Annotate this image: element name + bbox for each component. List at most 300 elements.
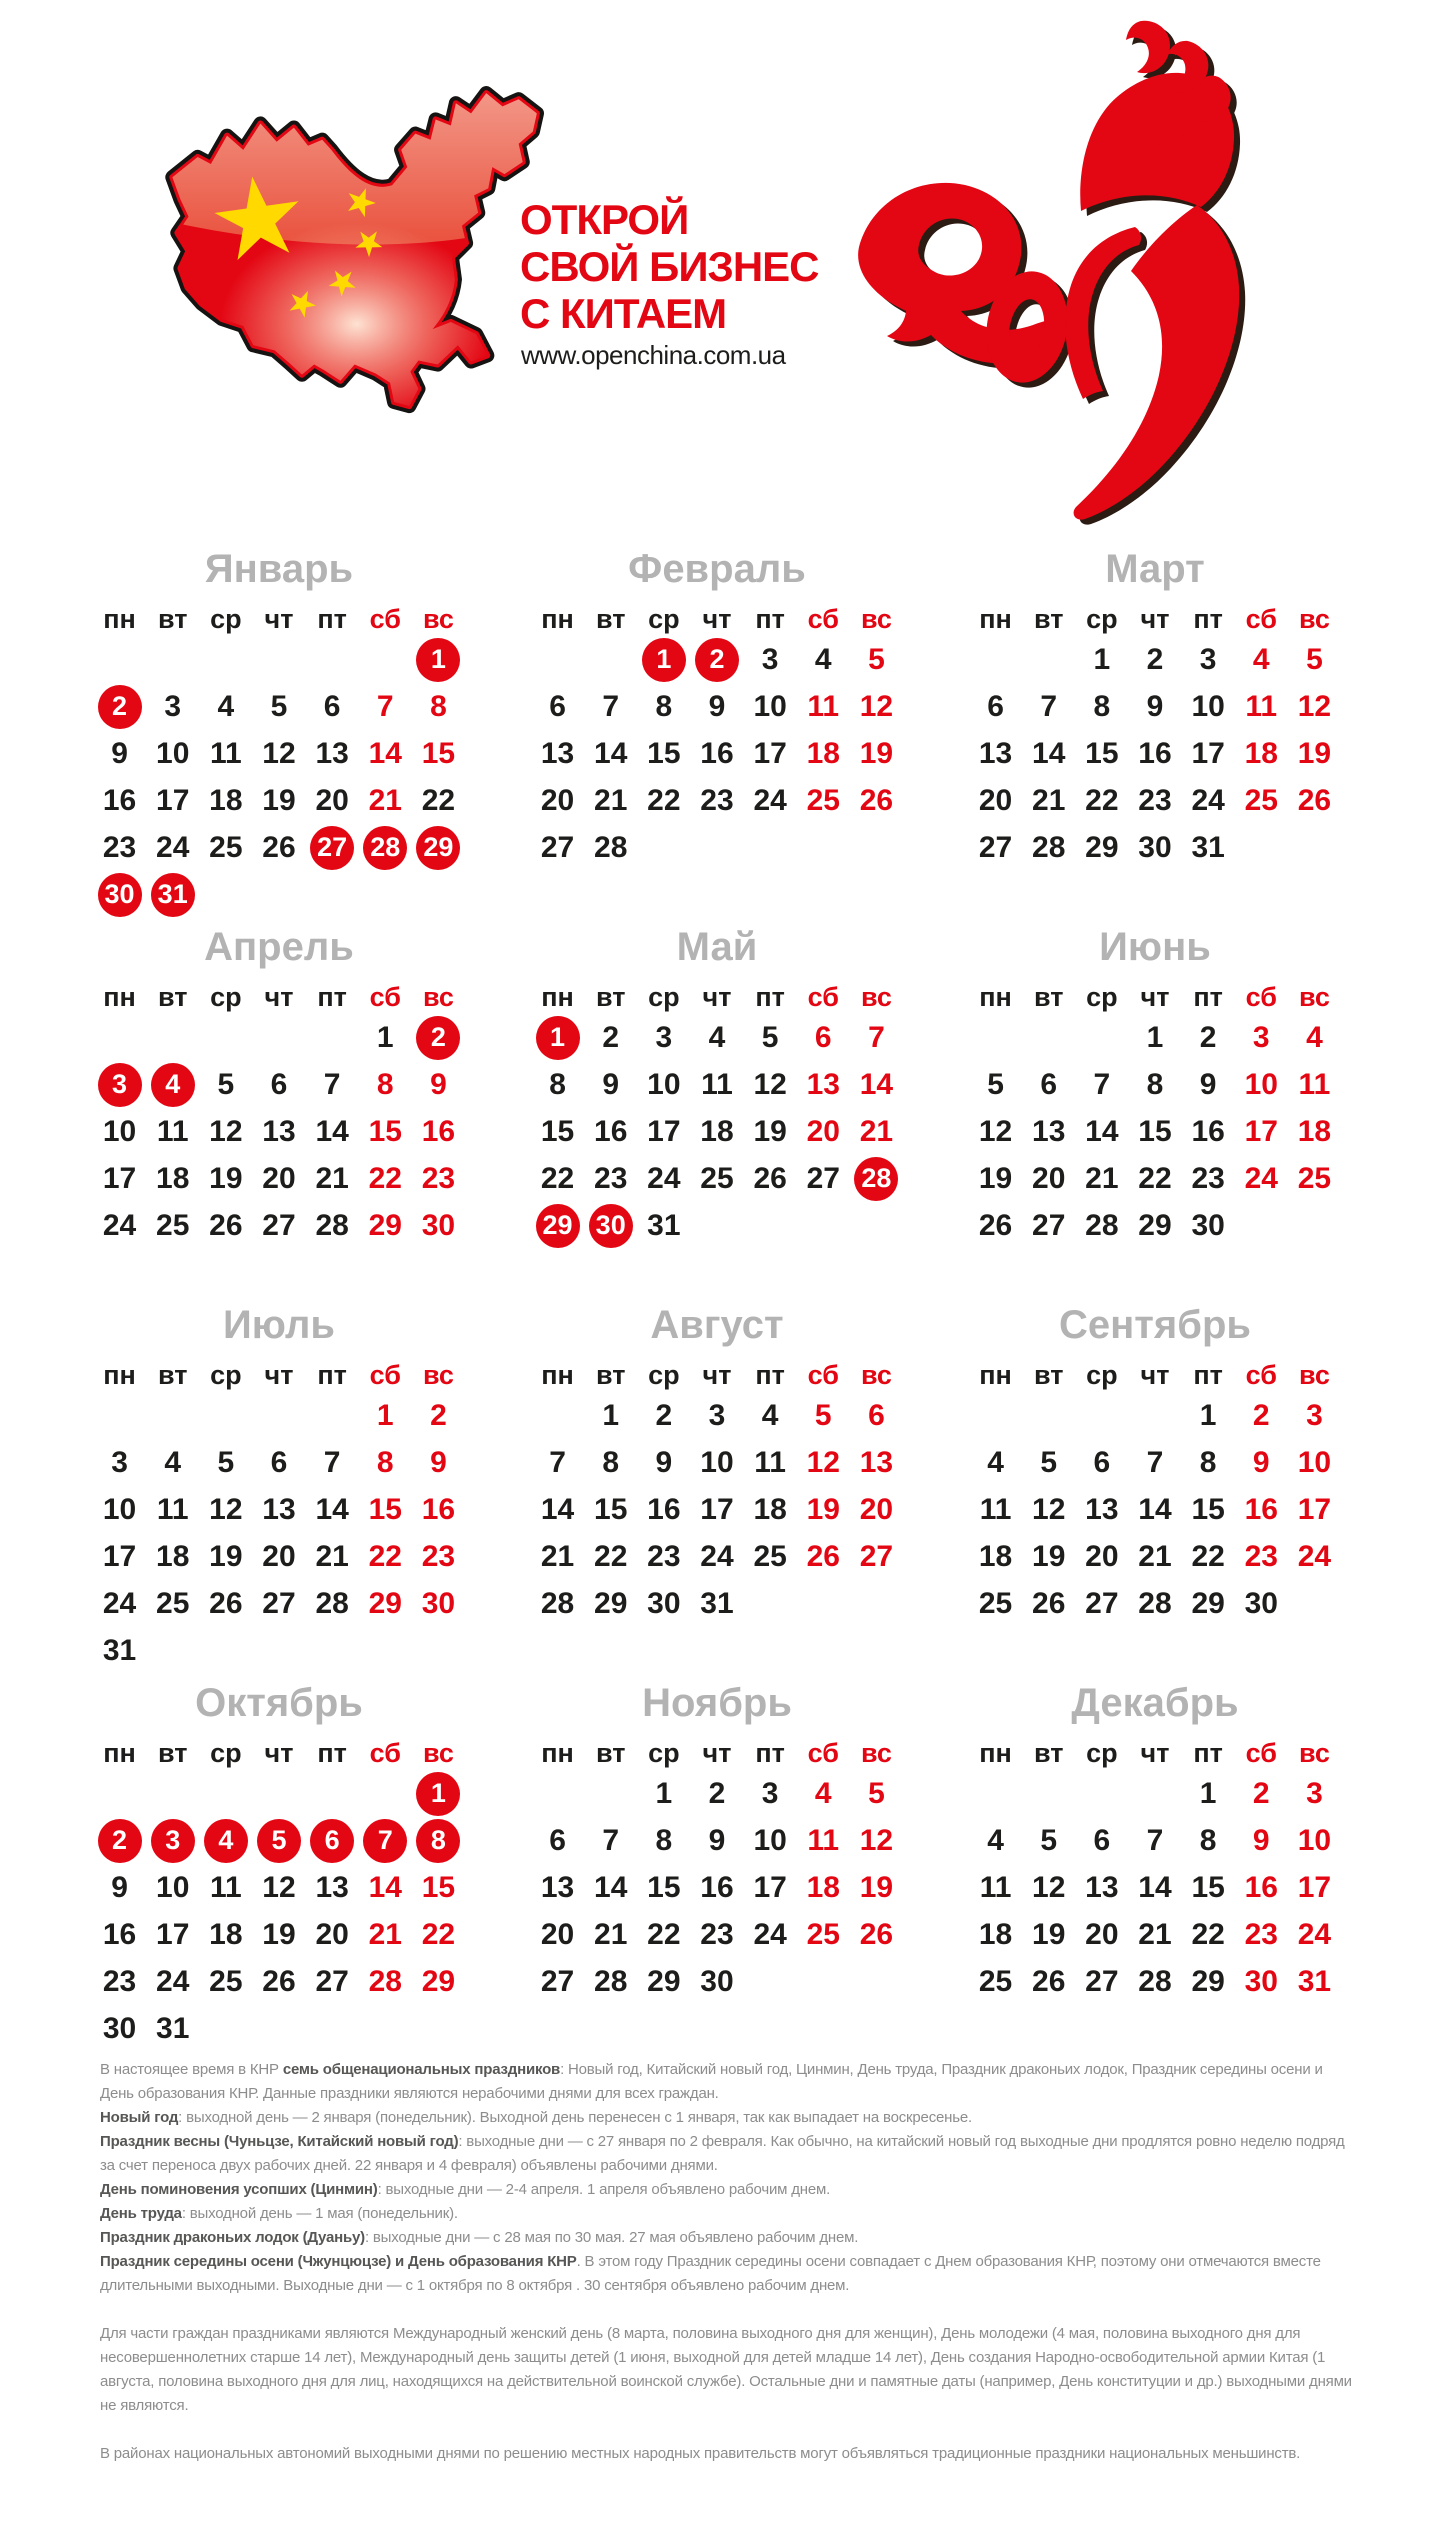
day-cell: 27	[540, 1964, 575, 1998]
tagline-line-1: ОТКРОЙ	[520, 196, 689, 243]
day-cell: 15	[368, 1114, 402, 1148]
weekday-header: чт	[702, 982, 732, 1012]
weekday-header: ср	[648, 1360, 680, 1390]
day-cell	[146, 1061, 199, 1108]
day-cell: 5	[868, 1776, 885, 1810]
weekday-header: пн	[979, 1738, 1012, 1768]
weekday-header: пн	[103, 1738, 136, 1768]
tagline	[520, 196, 820, 337]
day-cell: 6	[1040, 1067, 1058, 1101]
day-cell: 1	[376, 1020, 394, 1054]
day-cell: 28	[368, 1964, 402, 1998]
day-cell: 5	[987, 1067, 1004, 1101]
day-cell: 15	[421, 736, 456, 770]
day-cell: 13	[859, 1445, 894, 1479]
empty-cell	[93, 1392, 146, 1439]
holiday-circle: 29	[536, 1204, 580, 1248]
weekday-header: пн	[541, 604, 574, 634]
day-cell: 2	[708, 1776, 726, 1810]
day-cell: 6	[270, 1067, 288, 1101]
day-cell: 11	[979, 1492, 1012, 1526]
day-cell: 23	[700, 783, 734, 817]
day-cell: 22	[1191, 1917, 1225, 1951]
day-cell: 13	[806, 1067, 840, 1101]
holiday-circle: 8	[416, 1819, 460, 1863]
empty-cell	[252, 1014, 305, 1061]
day-cell: 5	[1306, 642, 1323, 676]
weekday-header: ср	[648, 1738, 680, 1768]
weekday-header: чт	[264, 982, 294, 1012]
day-cell	[252, 1817, 305, 1864]
day-cell: 26	[859, 1917, 894, 1951]
empty-cell	[146, 636, 199, 683]
weekday-header: вс	[422, 1360, 454, 1390]
day-cell: 30	[421, 1208, 456, 1242]
holiday-circle: 4	[151, 1063, 195, 1107]
day-cell: 5	[868, 642, 885, 676]
empty-cell	[1022, 1392, 1075, 1439]
day-cell: 7	[323, 1445, 341, 1479]
day-cell: 2	[1146, 642, 1164, 676]
month-title: Февраль	[628, 547, 806, 591]
day-cell: 28	[315, 1586, 349, 1620]
weekday-header: вс	[860, 1738, 892, 1768]
day-cell: 3	[761, 642, 779, 676]
month-title: Июль	[223, 1303, 335, 1347]
day-cell: 3	[708, 1398, 726, 1432]
weekday-header: сб	[369, 1360, 401, 1390]
day-cell: 16	[1138, 736, 1172, 770]
day-cell: 21	[368, 1917, 402, 1951]
empty-cell	[199, 1014, 252, 1061]
day-cell: 14	[1138, 1492, 1172, 1526]
day-cell: 4	[1252, 642, 1270, 676]
day-cell: 12	[1032, 1870, 1066, 1904]
weekday-header: вт	[157, 1360, 188, 1390]
day-cell: 25	[806, 783, 840, 817]
day-cell: 16	[1244, 1870, 1278, 1904]
day-cell: 28	[594, 830, 628, 864]
weekday-header: ср	[210, 604, 242, 634]
day-cell: 29	[368, 1208, 402, 1242]
weekday-header: пт	[755, 604, 785, 634]
day-cell: 9	[111, 736, 128, 770]
empty-cell	[531, 1770, 584, 1817]
day-cell: 18	[209, 1917, 243, 1951]
day-cell: 7	[376, 689, 394, 723]
weekday-header: ср	[210, 1738, 242, 1768]
day-cell: 27	[859, 1539, 894, 1573]
day-cell: 6	[323, 689, 341, 723]
day-cell: 12	[209, 1114, 243, 1148]
day-cell: 3	[164, 689, 182, 723]
day-cell: 6	[814, 1020, 832, 1054]
empty-cell	[1022, 1014, 1075, 1061]
month-block-март	[969, 548, 1341, 916]
day-cell: 4	[814, 642, 832, 676]
weekday-header: вт	[595, 604, 626, 634]
weekday-header: вт	[157, 982, 188, 1012]
empty-cell	[146, 1770, 199, 1817]
day-cell: 27	[806, 1161, 840, 1195]
day-cell: 17	[647, 1114, 681, 1148]
day-cell: 8	[1199, 1823, 1217, 1857]
empty-cell	[146, 1392, 199, 1439]
weekday-header: пн	[103, 982, 136, 1012]
day-cell: 7	[1146, 1445, 1164, 1479]
day-cell: 7	[323, 1067, 341, 1101]
empty-cell	[359, 636, 412, 683]
day-cell: 10	[700, 1445, 734, 1479]
month-day-grid	[531, 1736, 903, 2005]
day-cell: 28	[1032, 830, 1066, 864]
day-cell: 15	[1138, 1114, 1172, 1148]
day-cell: 10	[1297, 1445, 1332, 1479]
day-cell: 10	[156, 736, 190, 770]
day-cell: 5	[270, 689, 288, 723]
day-cell: 4	[708, 1020, 726, 1054]
day-cell: 19	[1032, 1917, 1066, 1951]
weekday-header: сб	[1245, 1738, 1277, 1768]
day-cell: 15	[594, 1492, 628, 1526]
day-cell: 17	[753, 1870, 787, 1904]
month-block-май	[531, 926, 903, 1294]
day-cell: 2	[1252, 1776, 1270, 1810]
month-day-grid	[93, 1736, 465, 2052]
day-cell: 12	[859, 689, 894, 723]
day-cell: 13	[1085, 1492, 1119, 1526]
weekday-header: сб	[807, 604, 839, 634]
day-cell: 2	[602, 1020, 620, 1054]
day-cell: 24	[1297, 1917, 1332, 1951]
day-cell: 25	[753, 1539, 787, 1573]
day-cell: 29	[1191, 1964, 1225, 1998]
day-cell	[412, 1770, 465, 1817]
day-cell: 17	[1191, 736, 1225, 770]
day-cell: 23	[421, 1539, 456, 1573]
day-cell: 24	[700, 1539, 734, 1573]
day-cell: 14	[594, 736, 628, 770]
day-cell: 12	[1297, 689, 1332, 723]
month-block-октябрь	[93, 1682, 465, 2050]
holiday-circle: 1	[416, 1772, 460, 1816]
tagline-line-2: СВОЙ БИЗНЕС	[520, 243, 819, 290]
day-cell: 14	[1138, 1870, 1172, 1904]
day-cell: 25	[209, 830, 243, 864]
day-cell: 4	[164, 1445, 182, 1479]
tagline-line-3: С КИТАЕМ	[520, 290, 727, 337]
day-cell: 6	[1093, 1445, 1111, 1479]
day-cell: 2	[430, 1398, 447, 1432]
day-cell: 23	[102, 830, 137, 864]
day-cell: 23	[594, 1161, 628, 1195]
day-cell: 8	[1199, 1445, 1217, 1479]
weekday-header: чт	[1140, 604, 1170, 634]
day-cell: 10	[102, 1492, 137, 1526]
day-cell	[306, 1817, 359, 1864]
day-cell: 27	[262, 1586, 296, 1620]
day-cell: 31	[647, 1208, 681, 1242]
weekday-header: вс	[860, 1360, 892, 1390]
day-cell: 29	[1085, 830, 1119, 864]
day-cell: 20	[1032, 1161, 1066, 1195]
holiday-circle: 1	[642, 638, 686, 682]
month-day-grid	[93, 980, 465, 1249]
day-cell: 23	[1191, 1161, 1225, 1195]
holiday-circle: 2	[98, 685, 142, 729]
footnote-bold-label: День труда	[100, 2205, 182, 2222]
empty-cell	[1022, 636, 1075, 683]
footnote-text: : выходной день — 1 мая (понедельник).	[181, 2205, 458, 2222]
day-cell: 25	[156, 1586, 190, 1620]
weekday-header: пт	[1193, 1738, 1223, 1768]
day-cell: 7	[602, 1823, 620, 1857]
day-cell: 31	[700, 1586, 734, 1620]
day-cell: 8	[549, 1067, 566, 1101]
day-cell: 8	[655, 689, 673, 723]
weekday-header: пн	[541, 982, 574, 1012]
day-cell: 29	[1138, 1208, 1172, 1242]
day-cell: 30	[1244, 1586, 1278, 1620]
day-cell: 14	[594, 1870, 628, 1904]
weekday-header: вт	[1033, 982, 1064, 1012]
day-cell: 23	[700, 1917, 734, 1951]
day-cell: 21	[1138, 1917, 1172, 1951]
footnote-text: . В этом году Праздник середины осени совпадает с Днем образования КНР, поэтому они отмечаются вместе длительными выходными. Выходные дни — с 1 октября по 8 октября . 30 сентября объявлено рабочим днем.	[100, 2253, 1321, 2294]
day-cell: 16	[594, 1114, 628, 1148]
day-cell: 9	[708, 689, 726, 723]
weekday-header: чт	[264, 1738, 294, 1768]
month-title: Ноябрь	[642, 1681, 792, 1725]
day-cell: 6	[549, 689, 566, 723]
month-title: Май	[676, 925, 758, 969]
footnote-paragraph	[100, 2202, 1352, 2226]
day-cell: 18	[156, 1161, 190, 1195]
day-cell: 15	[1191, 1492, 1225, 1526]
day-cell: 15	[1085, 736, 1119, 770]
holiday-circle: 30	[589, 1204, 633, 1248]
holiday-circle: 7	[363, 1819, 407, 1863]
website-link[interactable]: www.openchina.com.ua	[521, 340, 786, 370]
footnote-bold-label: Праздник драконьих лодок (Дуаньу)	[100, 2229, 365, 2246]
weekday-header: пт	[1193, 1360, 1223, 1390]
day-cell: 23	[647, 1539, 681, 1573]
day-cell: 8	[655, 1823, 673, 1857]
day-cell: 8	[376, 1445, 394, 1479]
weekday-header: чт	[1140, 1360, 1170, 1390]
footnote-paragraph	[100, 2250, 1352, 2298]
month-day-grid	[531, 602, 903, 871]
day-cell: 21	[1085, 1161, 1119, 1195]
day-cell: 20	[859, 1492, 894, 1526]
weekday-header: чт	[702, 604, 732, 634]
footnote-paragraph	[100, 2130, 1352, 2178]
empty-cell	[969, 1770, 1022, 1817]
day-cell	[146, 1817, 199, 1864]
empty-cell	[1075, 1392, 1128, 1439]
day-cell: 8	[1093, 689, 1111, 723]
empty-cell	[969, 636, 1022, 683]
day-cell: 18	[1244, 736, 1278, 770]
day-cell: 28	[1138, 1964, 1172, 1998]
empty-cell	[199, 1770, 252, 1817]
day-cell: 13	[315, 736, 349, 770]
day-cell: 18	[209, 783, 243, 817]
weekday-header: ср	[648, 604, 680, 634]
day-cell: 6	[868, 1398, 885, 1432]
day-cell: 15	[1191, 1870, 1225, 1904]
day-cell: 19	[262, 1917, 296, 1951]
day-cell: 28	[540, 1586, 575, 1620]
day-cell: 26	[1297, 783, 1332, 817]
day-cell: 25	[978, 1586, 1013, 1620]
day-cell: 3	[1252, 1020, 1270, 1054]
day-cell	[93, 683, 146, 730]
day-cell: 14	[315, 1114, 349, 1148]
day-cell: 20	[540, 1917, 575, 1951]
day-cell: 27	[978, 830, 1013, 864]
footnote-text: : выходной день — 2 января (понедельник). Выходной день перенесен с 1 января, так как выпадает на воскресенье.	[178, 2109, 972, 2126]
holiday-circle: 4	[204, 1819, 248, 1863]
weekday-header: пн	[541, 1360, 574, 1390]
day-cell: 7	[1093, 1067, 1111, 1101]
day-cell: 27	[315, 1964, 349, 1998]
day-cell: 16	[1191, 1114, 1225, 1148]
day-cell: 14	[368, 1870, 402, 1904]
day-cell: 11	[979, 1870, 1012, 1904]
day-cell: 3	[761, 1776, 779, 1810]
weekday-header: пт	[317, 1738, 347, 1768]
footnote-text: В районах национальных автономий выходными днями по решению местных народных правительств могут объявляться традиционные праздники национальных меньшинств.	[100, 2445, 1301, 2462]
day-cell: 17	[102, 1161, 137, 1195]
empty-cell	[306, 1770, 359, 1817]
footnote-text: Для части граждан праздниками являются Международный женский день (8 марта, половина выходного дня для женщин), День молодежи (4 мая, половина выходного дня для несовершеннолетних старше 14 лет), Международный день защиты детей (1 июня, выходной для детей младше 14 лет), День создания Народно-освободительной армии Китая (1 августа, половина выходного дня для лиц, находящихся на действительной воинской службе). Остальные дни и памятные даты (например, День конституции и др.) выходными днями не являются.	[100, 2325, 1352, 2414]
day-cell: 18	[700, 1114, 734, 1148]
empty-cell	[199, 636, 252, 683]
day-cell: 24	[753, 1917, 787, 1951]
day-cell: 24	[156, 1964, 190, 1998]
day-cell: 11	[156, 1114, 189, 1148]
day-cell: 13	[1032, 1114, 1066, 1148]
holiday-circle: 3	[151, 1819, 195, 1863]
day-cell: 21	[315, 1539, 349, 1573]
empty-cell	[146, 1014, 199, 1061]
day-cell: 21	[368, 783, 402, 817]
day-cell: 20	[978, 783, 1013, 817]
day-cell: 16	[421, 1492, 456, 1526]
day-cell: 17	[102, 1539, 137, 1573]
day-cell: 13	[1085, 1870, 1119, 1904]
footnote-paragraph	[100, 2322, 1352, 2418]
empty-cell	[1128, 1770, 1181, 1817]
empty-cell	[1075, 1770, 1128, 1817]
day-cell	[199, 1817, 252, 1864]
month-block-сентябрь	[969, 1304, 1341, 1672]
day-cell: 3	[1199, 642, 1217, 676]
weekday-header: чт	[264, 1360, 294, 1390]
footnote-bold-label: Праздник весны (Чуньцзе, Китайский новый год)	[100, 2133, 459, 2150]
weekday-header: пт	[1193, 604, 1223, 634]
day-cell: 6	[549, 1823, 566, 1857]
day-cell: 1	[1199, 1398, 1217, 1432]
empty-cell	[306, 1392, 359, 1439]
day-cell: 21	[594, 1917, 628, 1951]
month-day-grid	[969, 1358, 1341, 1627]
month-day-grid	[969, 602, 1341, 871]
weekday-header: вт	[1033, 604, 1064, 634]
day-cell: 2	[1199, 1020, 1217, 1054]
day-cell: 2	[1252, 1398, 1270, 1432]
day-cell: 10	[1297, 1823, 1332, 1857]
day-cell: 23	[1138, 783, 1172, 817]
day-cell: 14	[540, 1492, 575, 1526]
weekday-header: вс	[1298, 1360, 1330, 1390]
day-cell: 11	[754, 1445, 786, 1479]
weekday-header: вт	[595, 1738, 626, 1768]
day-cell: 5	[814, 1398, 832, 1432]
weekday-header: чт	[702, 1738, 732, 1768]
weekday-header: чт	[1140, 982, 1170, 1012]
footnote-bold-label: Новый год	[100, 2109, 179, 2126]
day-cell: 31	[1297, 1964, 1332, 1998]
weekday-header: ср	[210, 982, 242, 1012]
weekday-header: пн	[979, 1360, 1012, 1390]
day-cell: 25	[978, 1964, 1013, 1998]
weekday-header: ср	[1086, 982, 1118, 1012]
day-cell: 3	[1306, 1776, 1323, 1810]
day-cell: 16	[102, 1917, 137, 1951]
day-cell: 11	[209, 736, 242, 770]
day-cell: 22	[368, 1539, 402, 1573]
day-cell: 12	[1032, 1492, 1066, 1526]
empty-cell	[531, 636, 584, 683]
day-cell: 11	[701, 1067, 733, 1101]
day-cell: 15	[421, 1870, 456, 1904]
day-cell: 7	[602, 689, 620, 723]
day-cell: 22	[1191, 1539, 1225, 1573]
day-cell: 17	[156, 783, 190, 817]
month-block-июнь	[969, 926, 1341, 1294]
weekday-header: вс	[1298, 1738, 1330, 1768]
empty-cell	[1128, 1392, 1181, 1439]
holiday-circle: 31	[151, 873, 195, 917]
day-cell: 12	[262, 1870, 296, 1904]
day-cell: 21	[1138, 1539, 1172, 1573]
day-cell: 1	[655, 1776, 673, 1810]
day-cell: 30	[421, 1586, 456, 1620]
empty-cell	[1022, 1770, 1075, 1817]
footnote-paragraph	[100, 2058, 1352, 2106]
day-cell: 12	[753, 1067, 787, 1101]
holiday-circle: 2	[98, 1819, 142, 1863]
day-cell: 30	[700, 1964, 734, 1998]
day-cell: 10	[102, 1114, 137, 1148]
day-cell: 24	[156, 830, 190, 864]
day-cell: 28	[594, 1964, 628, 1998]
day-cell	[306, 824, 359, 871]
day-cell: 7	[868, 1020, 885, 1054]
day-cell: 6	[987, 689, 1004, 723]
weekday-header: чт	[702, 1360, 732, 1390]
footnote-bold-label: Праздник середины осени (Чжунцюцзе) и День образования КНР	[100, 2253, 577, 2270]
day-cell: 19	[753, 1114, 787, 1148]
day-cell: 5	[761, 1020, 779, 1054]
footnote-paragraph	[100, 2178, 1352, 2202]
day-cell: 19	[1297, 736, 1332, 770]
day-cell: 23	[102, 1964, 137, 1998]
day-cell: 20	[262, 1539, 296, 1573]
footnotes	[100, 2058, 1352, 2466]
